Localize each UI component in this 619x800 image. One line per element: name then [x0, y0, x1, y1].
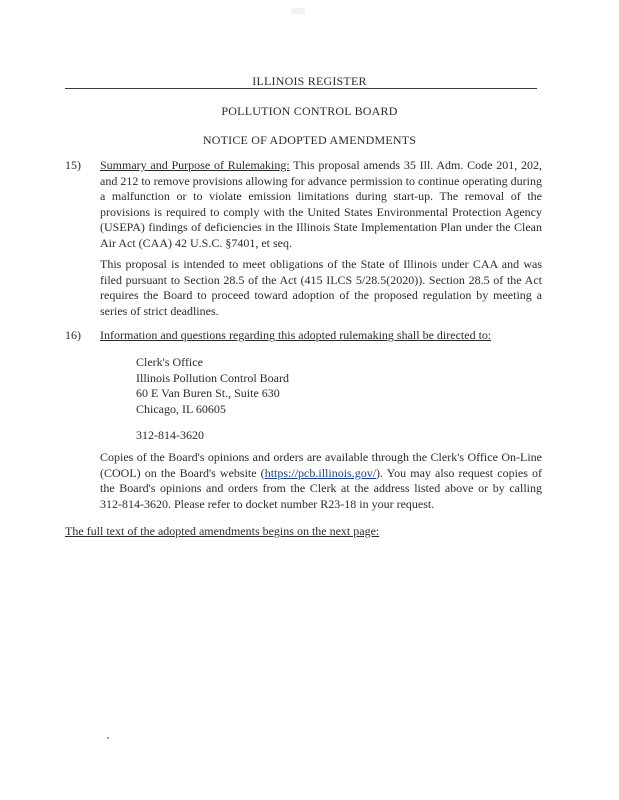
- item-16-heading: Information and questions regarding this adopted rulemaking shall be directed to:: [100, 328, 492, 342]
- closing-note: The full text of the adopted amendments begins on the next page:: [65, 524, 380, 538]
- board-title: POLLUTION CONTROL BOARD: [221, 104, 398, 118]
- contact-line-2: Illinois Pollution Control Board: [136, 370, 290, 385]
- register-title: ILLINOIS REGISTER: [252, 74, 367, 88]
- info-text-before: Copies of the Board's opinions and orders are available through the Clerk's Office On-Line (COOL) on the Board's website (: [100, 450, 542, 480]
- item-15-text: This proposal amends 35 Ill. Adm. Code 201, 202, and 212 to remove provisions allowing for advance permission to continue operating during a malfunction or to violate emission limitations during start-up. The removal of the provisions is required to comply with the United States Environmental Protection Agency (USEPA) findings of deficiencies in the Illinois State Implementation Plan under the Clean Air Act (CAA) 42 U.S.C. §7401, et seq.: [100, 158, 542, 250]
- notice-title: NOTICE OF ADOPTED AMENDMENTS: [202, 133, 417, 147]
- board-website-link[interactable]: https://pcb.illinois.gov/: [264, 465, 377, 480]
- item-15-heading: Summary and Purpose of Rulemaking:: [100, 158, 290, 172]
- item-15-summary: [100, 158, 542, 251]
- item-16-number: 16): [65, 328, 81, 342]
- contact-phone: 312-814-3620: [136, 428, 204, 442]
- item-16-heading-wrap: [100, 328, 542, 344]
- contact-address: [136, 355, 289, 417]
- info-text-after: ). You may also request copies of the Board's opinions and orders from the Clerk at the address listed above or by calling 312-814-3620. Please refer to docket number R23-18 in your request.: [100, 465, 542, 511]
- scan-artifact: [291, 8, 305, 14]
- item-15-paragraph-2: This proposal is intended to meet obligations of the State of Illinois under CAA and was filed pursuant to Section 28.5 of the Act (415 ILCS 5/28.5(2020)). Section 28.5 of the Act requires the Board to proceed toward adoption of the proposed regulation by meeting a series of strict deadlines.: [100, 257, 542, 318]
- contact-line-3: 60 E Van Buren St., Suite 630: [136, 386, 280, 400]
- scan-dot: [107, 737, 109, 739]
- item-15-number: 15): [65, 158, 81, 172]
- item-16-info: [100, 450, 542, 512]
- header-rule: [65, 88, 537, 89]
- contact-line-4: Chicago, IL 60605: [136, 401, 226, 416]
- contact-line-1: Clerk's Office: [136, 355, 203, 369]
